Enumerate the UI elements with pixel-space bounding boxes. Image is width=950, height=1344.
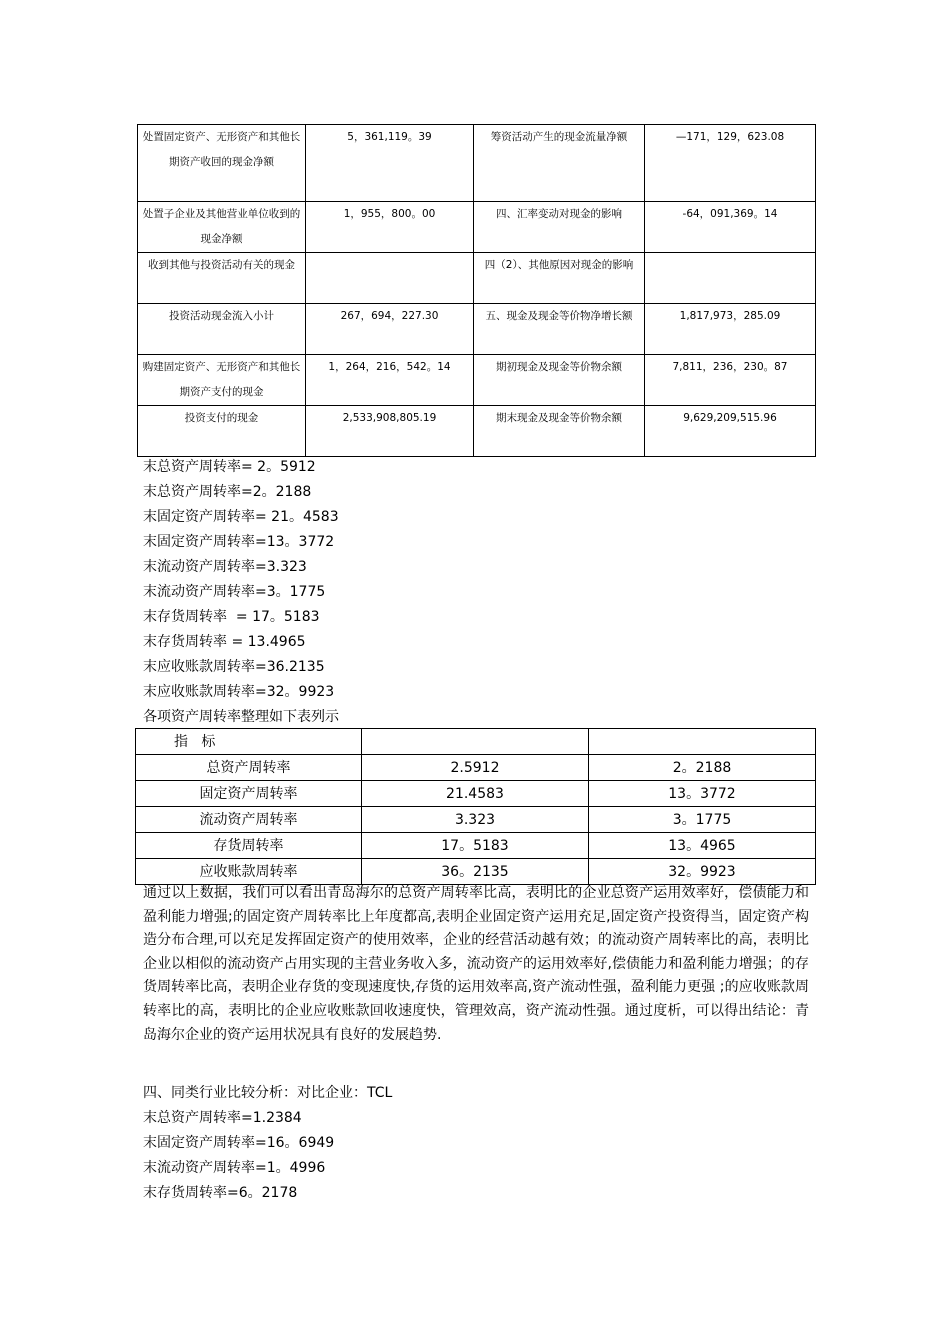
turnover-table — [135, 728, 816, 885]
table-cell: 应收账款周转率 — [136, 859, 362, 885]
table-cell: 流动资产周转率 — [136, 807, 362, 833]
table-cell: —171，129，623.08 — [645, 125, 816, 202]
table-row — [136, 781, 816, 807]
table-cell: 收到其他与投资活动有关的现金 — [138, 253, 306, 304]
table-cell: 筹资活动产生的现金流量净额 — [474, 125, 645, 202]
table-cell: 17。5183 — [362, 833, 589, 859]
table-cell: 5，361,119。39 — [306, 125, 474, 202]
table-row — [136, 755, 816, 781]
table-cell: 四、汇率变动对现金的影响 — [474, 202, 645, 253]
table-cell: 五、现金及现金等价物净增长额 — [474, 304, 645, 355]
table-cell: 投资活动现金流入小计 — [138, 304, 306, 355]
text-line: 末固定资产周转率= 21。4583 — [143, 509, 339, 525]
table-cell: 267，694，227.30 — [306, 304, 474, 355]
table-row — [138, 355, 816, 406]
table-cell: 固定资产周转率 — [136, 781, 362, 807]
table-cell: -64，091,369。14 — [645, 202, 816, 253]
table-cell: 1，955，800。00 — [306, 202, 474, 253]
table-row — [138, 253, 816, 304]
section-heading: 四、同类行业比较分析：对比企业：TCL — [143, 1085, 393, 1101]
table-cell: 投资支付的现金 — [138, 406, 306, 457]
table-cell: 13。4965 — [589, 833, 816, 859]
table-cell: 1，264，216，542。14 — [306, 355, 474, 406]
table-cell: 期初现金及现金等价物余额 — [474, 355, 645, 406]
table-cell: 2.5912 — [362, 755, 589, 781]
text-line: 末存货周转率 = 13.4965 — [143, 634, 306, 650]
table-row — [136, 859, 816, 885]
table-cell: 总资产周转率 — [136, 755, 362, 781]
table-header-cell — [589, 729, 816, 755]
table-cell: 2。2188 — [589, 755, 816, 781]
text-line: 末应收账款周转率=32。9923 — [143, 684, 335, 700]
analysis-paragraph: 通过以上数据，我们可以看出青岛海尔的总资产周转率比高，表明比的企业总资产运用效率好，偿债能力和盈利能力增强;的固定资产周转率比上年度都高,表明企业固定资产运用充足,固定资产投资得当，固定资产构造分布合理,可以充足发挥固定资产的使用效率，企业的经营活动越有效；的流动资产周转率比的高，表明比企业以相似的流动资产占用实现的主营业务收入多，流动资产的运用效率好,偿债能力和盈利能力增强；的存货周转率比高，表明企业存货的变现速度快,存货的运用效率高,资产流动性强，盈利能力更强 ;的应收账款周转率比的高，表明比的企业应收账款回收速度快，管理效高，资产流动性强。通过度析，可以得出结论：青岛海尔企业的资产运用状况具有良好的发展趋势. — [143, 885, 809, 1043]
table-cell: 四（2）、其他原因对现金的影响 — [474, 253, 645, 304]
text-line: 末存货周转率 = 17。5183 — [143, 609, 320, 625]
table-cell — [306, 253, 474, 304]
table-cell: 13。3772 — [589, 781, 816, 807]
table-cell: 7,811，236，230。87 — [645, 355, 816, 406]
table-cell: 期末现金及现金等价物余额 — [474, 406, 645, 457]
text-line: 末总资产周转率=2。2188 — [143, 484, 312, 500]
table-cell: 3。1775 — [589, 807, 816, 833]
table-cell: 1,817,973，285.09 — [645, 304, 816, 355]
table-row — [136, 833, 816, 859]
text-line: 末应收账款周转率=36.2135 — [143, 659, 325, 675]
table-row — [138, 406, 816, 457]
table-row — [138, 304, 816, 355]
table-cell: 存货周转率 — [136, 833, 362, 859]
table-cell: 21.4583 — [362, 781, 589, 807]
table-cell: 处置固定资产、无形资产和其他长期资产收回的现金净额 — [138, 125, 306, 202]
cashflow-table — [137, 124, 816, 457]
section-four — [143, 1081, 392, 1206]
table-header-cell: 指 标 — [136, 729, 362, 755]
text-line: 末总资产周转率=1.2384 — [143, 1110, 302, 1126]
table-row — [136, 807, 816, 833]
table-header-row — [136, 729, 816, 755]
table-row — [138, 202, 816, 253]
text-line: 末存货周转率=6。2178 — [143, 1185, 298, 1201]
table-cell: 36。2135 — [362, 859, 589, 885]
table-header-cell — [362, 729, 589, 755]
text-line: 各项资产周转率整理如下表列示 — [143, 709, 339, 725]
ratio-lines — [143, 455, 339, 730]
table-row — [138, 125, 816, 202]
text-line: 末流动资产周转率=3.323 — [143, 559, 307, 575]
table-cell: 32。9923 — [589, 859, 816, 885]
table-cell: 9,629,209,515.96 — [645, 406, 816, 457]
text-line: 末总资产周转率= 2。5912 — [143, 459, 316, 475]
table-cell: 3.323 — [362, 807, 589, 833]
table-cell: 处置子企业及其他营业单位收到的现金净额 — [138, 202, 306, 253]
table-cell: 2,533,908,805.19 — [306, 406, 474, 457]
table-cell: 购建固定资产、无形资产和其他长期资产支付的现金 — [138, 355, 306, 406]
text-line: 末固定资产周转率=16。6949 — [143, 1135, 335, 1151]
text-line: 末流动资产周转率=3。1775 — [143, 584, 326, 600]
text-line: 末流动资产周转率=1。4996 — [143, 1160, 326, 1176]
text-line: 末固定资产周转率=13。3772 — [143, 534, 335, 550]
table-cell — [645, 253, 816, 304]
